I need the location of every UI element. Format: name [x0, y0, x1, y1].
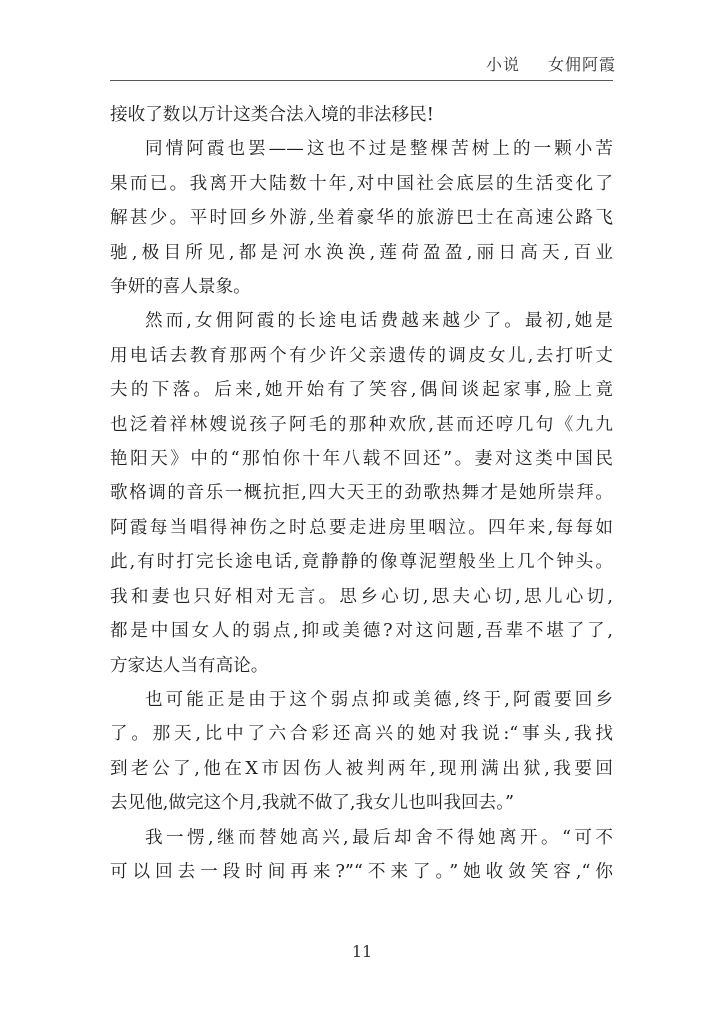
- text-line: 接收了数以万计这类合法入境的非法移民!: [110, 105, 434, 125]
- text-line: 歌格调的音乐一概抗拒,四大天王的劲歌热舞才是她所崇拜。: [110, 483, 613, 504]
- text-line: 此,有时打完长途电话,竟静静的像尊泥塑般坐上几个钟头。: [110, 552, 613, 573]
- text-line: 果而已。我离开大陆数十年,对中国社会底层的生活变化了: [110, 173, 613, 194]
- text-line: 驰,极目所见,都是河水涣涣,莲荷盈盈,丽日高天,百业: [110, 242, 613, 263]
- text-line: 也泛着祥林嫂说孩子阿毛的那种欢欣,甚而还哼几句《九九: [110, 414, 613, 435]
- page-number: 11: [351, 942, 373, 961]
- text-line: 争妍的喜人景象。: [110, 277, 251, 298]
- text-line: 也可能正是由于这个弱点抑或美德,终于,阿霞要回乡: [145, 689, 613, 710]
- text-line: 夫的下落。后来,她开始有了笑容,偶间谈起家事,脸上竟: [110, 380, 613, 401]
- text-line: 解甚少。平时回乡外游,坐着豪华的旅游巴士在高速公路飞: [110, 208, 613, 229]
- text-line: 用电话去教育那两个有少许父亲遗传的调皮女儿,去打听丈: [110, 345, 613, 366]
- text-line: 方家达人当有高论。: [110, 655, 269, 676]
- text-line: 到老公了,他在X市因伤人被判两年,现刑满出狱,我要回: [110, 758, 613, 779]
- header-title: 女佣阿霞: [547, 55, 616, 74]
- text-line: 去见他,做完这个月,我就不做了,我女儿也叫我回去。”: [110, 793, 515, 814]
- body-text: [110, 98, 613, 889]
- running-header: [486, 52, 616, 75]
- text-line: 然而,女佣阿霞的长途电话费越来越少了。最初,她是: [145, 311, 613, 332]
- text-line: 同情阿霞也罢——这也不过是整棵苦树上的一颗小苦: [145, 139, 613, 160]
- text-line: 阿霞每当唱得神伤之时总要走进房里咽泣。四年来,每每如: [110, 517, 613, 538]
- text-line: 都是中国女人的弱点,抑或美德?对这问题,吾辈不堪了了,: [110, 621, 613, 642]
- text-line: 艳阳天》中的“那怕你十年八载不回还”。妻对这类中国民: [110, 449, 613, 470]
- text-line: 我和妻也只好相对无言。思乡心切,思夫心切,思儿心切,: [110, 586, 613, 607]
- text-line: 可以回去一段时间再来?”“不来了。”她收敛笑容,“你: [110, 861, 613, 882]
- header-section: 小说: [485, 55, 520, 74]
- header-rule: [110, 80, 613, 81]
- text-line: 我一愣,继而替她高兴,最后却舍不得她离开。“可不: [145, 827, 613, 848]
- text-line: 了。那天,比中了六合彩还高兴的她对我说:“事头,我找: [110, 724, 613, 745]
